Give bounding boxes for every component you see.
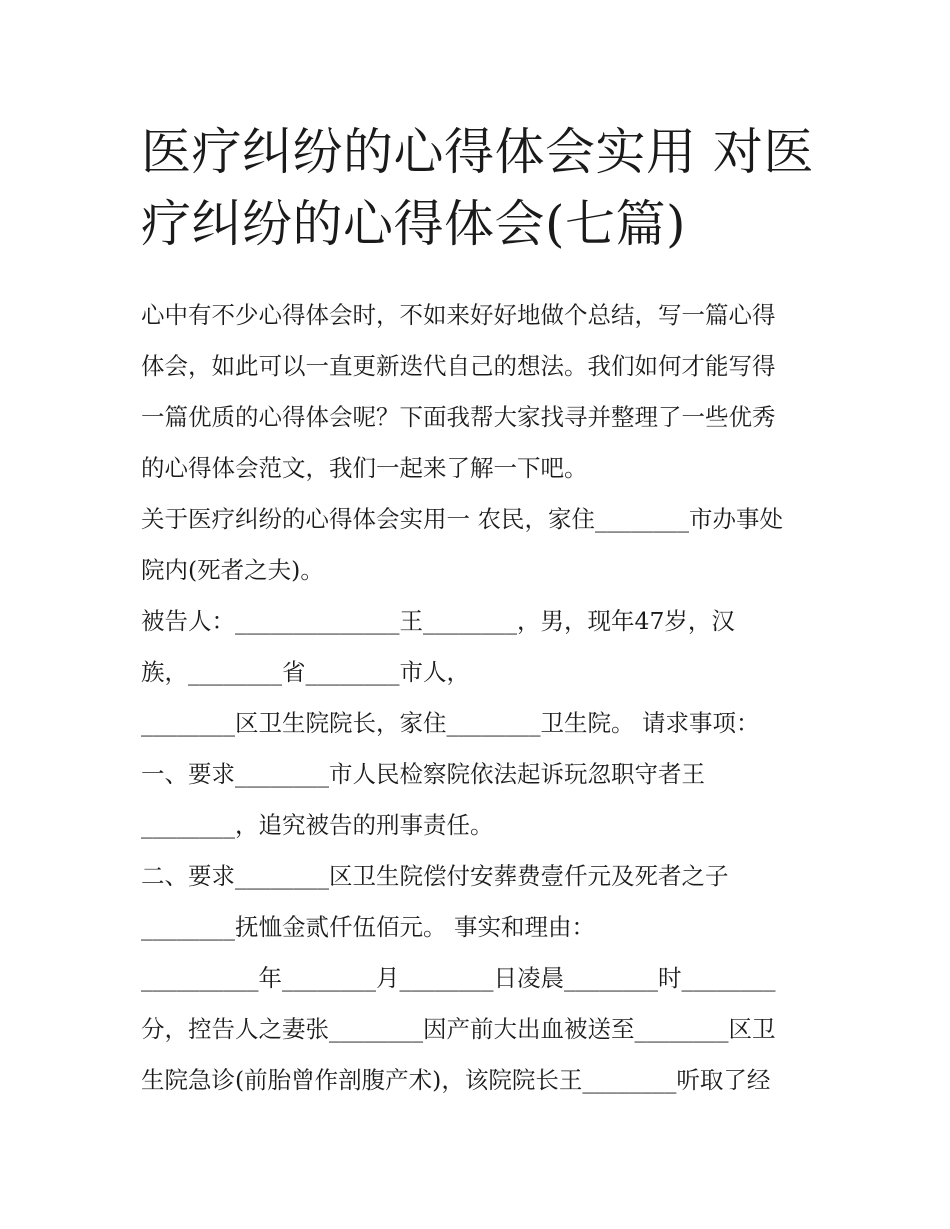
plaintiff-line: 关于医疗纠纷的心得体会实用一 农民，家住________市办事处 (141, 505, 783, 533)
defendant-line: 族，________省________市人， (141, 658, 470, 686)
intro-line: 体会，如此可以一直更新迭代自己的想法。我们如何才能写得 (141, 352, 776, 380)
document-body (141, 290, 821, 1106)
facts-line: __________年________月________日凌晨________时________ (141, 964, 776, 992)
intro-line: 心中有不少心得体会时，不如来好好地做个总结，写一篇心得 (141, 301, 776, 329)
request-line: 一、要求________市人民检察院依法起诉玩忽职守者王 (141, 760, 705, 788)
request-line: 二、要求________区卫生院偿付安葬费壹仟元及死者之子 (141, 862, 729, 890)
defendant-line: 被告人：______________王________，男，现年47岁，汉 (141, 607, 735, 635)
title-line: 疗纠纷的心得体会(七篇) (141, 195, 687, 253)
document-title (141, 116, 821, 260)
plaintiff-line: 院内(死者之夫)。 (141, 556, 324, 584)
title-line: 医疗纠纷的心得体会实用 对医 (141, 123, 814, 181)
request-line: ________，追究被告的刑事责任。 (141, 811, 494, 839)
facts-line: 分，控告人之妻张________因产前大出血被送至________区卫 (141, 1015, 776, 1043)
facts-line: 生院急诊(前胎曾作剖腹产术)，该院院长王________听取了经 (141, 1066, 771, 1094)
request-line: ________抚恤金贰仟伍佰元。 事实和理由： (141, 913, 595, 941)
defendant-line: ________区卫生院院长，家住________卫生院。 请求事项： (141, 709, 760, 737)
document-page (141, 116, 821, 1106)
intro-line: 的心得体会范文，我们一起来了解一下吧。 (141, 454, 588, 482)
intro-line: 一篇优质的心得体会呢？下面我帮大家找寻并整理了一些优秀 (141, 403, 776, 431)
